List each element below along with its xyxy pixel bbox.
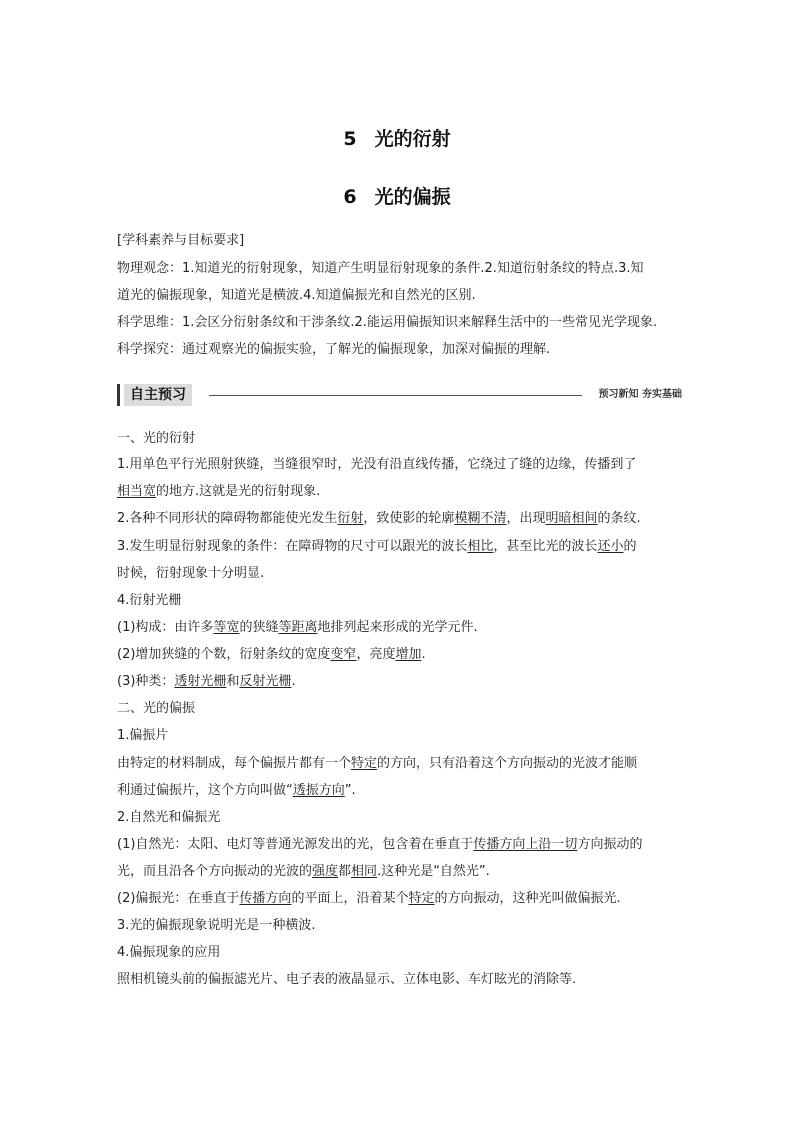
heading-diffraction: 一、光的衍射 [117,431,196,446]
answer-blank: 相当宽 [117,484,157,499]
title-text: 光的偏振 [374,186,451,208]
polarizer-line2: 利通过偏振片，这个方向叫做“透振方向”. [117,783,356,798]
section-title-diffraction [0,124,794,151]
answer-blank: 等宽 [213,620,240,635]
goals-scientific-thinking: 科学思维：1.会区分衍射条纹和干涉条纹.2.能运用偏振知识来解释生活中的一些常见光学现象. [117,315,658,330]
answer-blank: 相比 [467,539,494,554]
section-banner [117,383,682,409]
goals-physics-concept-line1: 物理观念：1.知道光的衍射现象，知道产生明显衍射现象的条件.2.知道衍射条纹的特点.3.知 [117,261,644,276]
polarized-light: (2)偏振光：在垂直于传播方向的平面上，沿着某个特定的方向振动，这种光叫做偏振光. [117,891,621,906]
answer-blank: 透射光栅 [174,674,227,689]
answer-blank: 变窄 [330,647,357,662]
answer-blank: 特定 [351,756,378,771]
answer-blank: 传播方向上沿一切 [473,837,578,852]
grating-structure: (1)构成：由许多等宽的狭缝等距离地排列起来形成的光学元件. [117,620,478,635]
transverse-wave-statement: 3.光的偏振现象说明光是一种横波. [117,918,316,933]
goals-physics-concept-line2: 道光的偏振现象，知道光是横波.4.知道偏振光和自然光的区别. [117,288,476,303]
title-number: 6 [343,186,357,208]
heading-grating: 4.衍射光栅 [117,593,182,608]
answer-blank: 相同 [351,864,378,879]
answer-blank: 还小 [597,539,624,554]
paragraph-3-line2: 时候，衍射现象十分明显. [117,566,265,581]
section-title-polarization [0,182,794,209]
title-text: 光的衍射 [374,128,451,150]
answer-blank: 模糊不清 [454,511,507,526]
banner-rule [209,395,582,396]
heading-polarizer: 1.偏振片 [117,728,169,743]
goals-heading: [学科素养与目标要求] [117,233,245,248]
heading-natural-polarized: 2.自然光和偏振光 [117,810,221,825]
grating-effect: (2)增加狭缝的个数，衍射条纹的宽度变窄，亮度增加. [117,647,426,662]
answer-blank: 衍射 [337,511,364,526]
goals-scientific-inquiry: 科学探究：通过观察光的偏振实验，了解光的偏振现象，加深对偏振的理解. [117,342,551,357]
paragraph-3-line1: 3.发生明显衍射现象的条件：在障碍物的尺寸可以跟光的波长相比，甚至比光的波长还小的 [117,539,637,554]
title-number: 5 [343,128,357,150]
banner-subtitle: 预习新知 夯实基础 [598,389,682,400]
answer-blank: 等距离 [278,620,318,635]
polarizer-line1: 由特定的材料制成，每个偏振片都有一个特定的方向，只有沿着这个方向振动的光波才能顺 [117,756,638,771]
answer-blank: 明暗相间 [545,511,598,526]
answer-blank: 传播方向 [239,891,292,906]
paragraph-1-line1: 1.用单色平行光照射狭缝，当缝很窄时，光没有沿直线传播，它绕过了缝的边缘，传播到了 [117,457,637,472]
answer-blank: 特定 [408,891,435,906]
natural-light-line1: (1)自然光：太阳、电灯等普通光源发出的光，包含着在垂直于传播方向上沿一切方向振动的 [117,837,643,852]
natural-light-line2: 光，而且沿各个方向振动的光波的强度都相同.这种光是“自然光”. [117,864,490,879]
banner-label: 自主预习 [124,384,192,406]
applications-list: 照相机镜头前的偏振滤光片、电子表的液晶显示、立体电影、车灯眩光的消除等. [117,972,577,987]
grating-types: (3)种类：透射光栅和反射光栅. [117,674,296,689]
paragraph-2: 2.各种不同形状的障碍物都能使光发生衍射，致使影的轮廓模糊不清，出现明暗相间的条纹. [117,511,641,526]
answer-blank: 反射光栅 [239,674,292,689]
heading-polarization: 二、光的偏振 [117,701,196,716]
paragraph-1-line2: 相当宽的地方.这就是光的衍射现象. [117,484,321,499]
banner-bar [117,384,120,406]
answer-blank: 增加 [395,647,422,662]
answer-blank: 透振方向 [292,783,345,798]
answer-blank: 强度 [312,864,339,879]
heading-applications: 4.偏振现象的应用 [117,945,221,960]
